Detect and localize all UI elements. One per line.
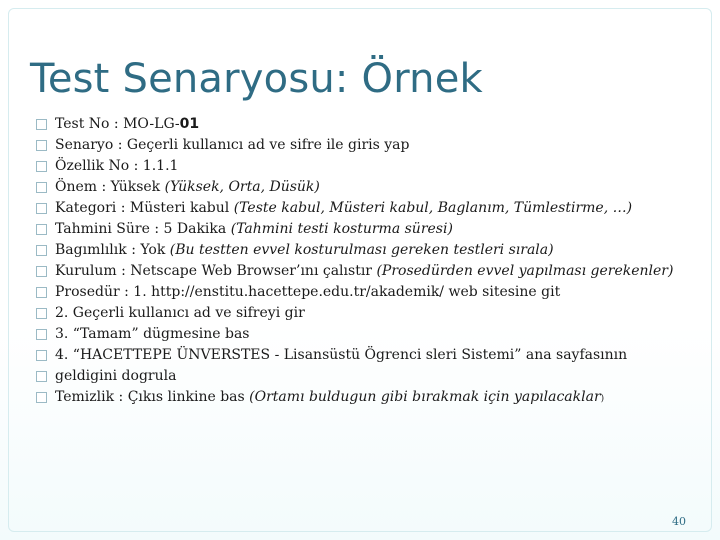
item-text: Test No : MO-LG- — [55, 116, 180, 132]
item-text: Özellik No : 1.1.1 — [55, 158, 179, 174]
item-note: (Ortamı buldugun gibi bırakmak için yapılacaklar — [249, 389, 601, 405]
list-item — [36, 135, 691, 156]
item-note: (Prosedürden evvel yapılması gerekenler) — [376, 263, 674, 279]
list-item — [36, 345, 691, 366]
checkbox-bullet-icon — [36, 245, 47, 256]
checkbox-bullet-icon — [36, 140, 47, 151]
checkbox-bullet-icon — [36, 308, 47, 319]
list-item — [36, 114, 691, 135]
item-text: Kurulum : Netscape Web Browser’ını çalıstır — [55, 263, 377, 279]
list-item — [36, 303, 691, 324]
item-note: (Bu testten evvel kosturulması gereken testleri sırala) — [169, 242, 554, 258]
checkbox-bullet-icon — [36, 329, 47, 340]
checkbox-bullet-icon — [36, 203, 47, 214]
checkbox-bullet-icon — [36, 224, 47, 235]
item-note: (Teste kabul, Müsteri kabul, Baglanım, Tümlestirme, …) — [233, 200, 633, 216]
checkbox-bullet-icon — [36, 182, 47, 193]
list-item — [36, 240, 691, 261]
page-number: 40 — [672, 515, 686, 528]
checkbox-bullet-icon — [36, 287, 47, 298]
item-text: Prosedür : 1. http://enstitu.hacettepe.edu.tr/akademik/ web sitesine git — [55, 284, 561, 300]
bullet-list — [36, 114, 691, 410]
list-item — [36, 261, 691, 282]
item-text: Temizlik : Çıkıs linkine bas — [55, 389, 250, 405]
checkbox-bullet-icon — [36, 350, 47, 361]
list-item — [36, 156, 691, 177]
list-item — [36, 366, 691, 387]
item-text: 2. Geçerli kullanıcı ad ve sifreyi gir — [55, 305, 305, 321]
item-text: Önem : Yüksek — [55, 179, 165, 195]
checkbox-bullet-icon — [36, 266, 47, 277]
item-suffix: ) — [600, 394, 605, 404]
item-text: geldigini dogrula — [55, 368, 177, 384]
item-number: 01 — [179, 116, 200, 132]
list-item — [36, 282, 691, 303]
item-text: Bagımlılık : Yok — [55, 242, 170, 258]
slide-title: Test Senaryosu: Örnek — [30, 56, 483, 102]
item-text: Senaryo : Geçerli kullanıcı ad ve sifre ile giris yap — [55, 137, 410, 153]
list-item — [36, 219, 691, 240]
list-item — [36, 198, 691, 219]
item-text: Tahmini Süre : 5 Dakika — [55, 221, 231, 237]
item-text: 3. “Tamam” dügmesine bas — [55, 326, 250, 342]
list-item — [36, 324, 691, 345]
item-text: 4. “HACETTEPE ÜNVERSTES - Lisansüstü Ögrenci sleri Sistemi” ana sayfasının — [55, 347, 628, 363]
checkbox-bullet-icon — [36, 371, 47, 382]
item-note: (Tahmini testi kosturma süresi) — [230, 221, 453, 237]
checkbox-bullet-icon — [36, 119, 47, 130]
checkbox-bullet-icon — [36, 392, 47, 403]
list-item — [36, 387, 691, 410]
item-text: Kategori : Müsteri kabul — [55, 200, 234, 216]
item-note: (Yüksek, Orta, Düsük) — [164, 179, 320, 195]
checkbox-bullet-icon — [36, 161, 47, 172]
list-item — [36, 177, 691, 198]
